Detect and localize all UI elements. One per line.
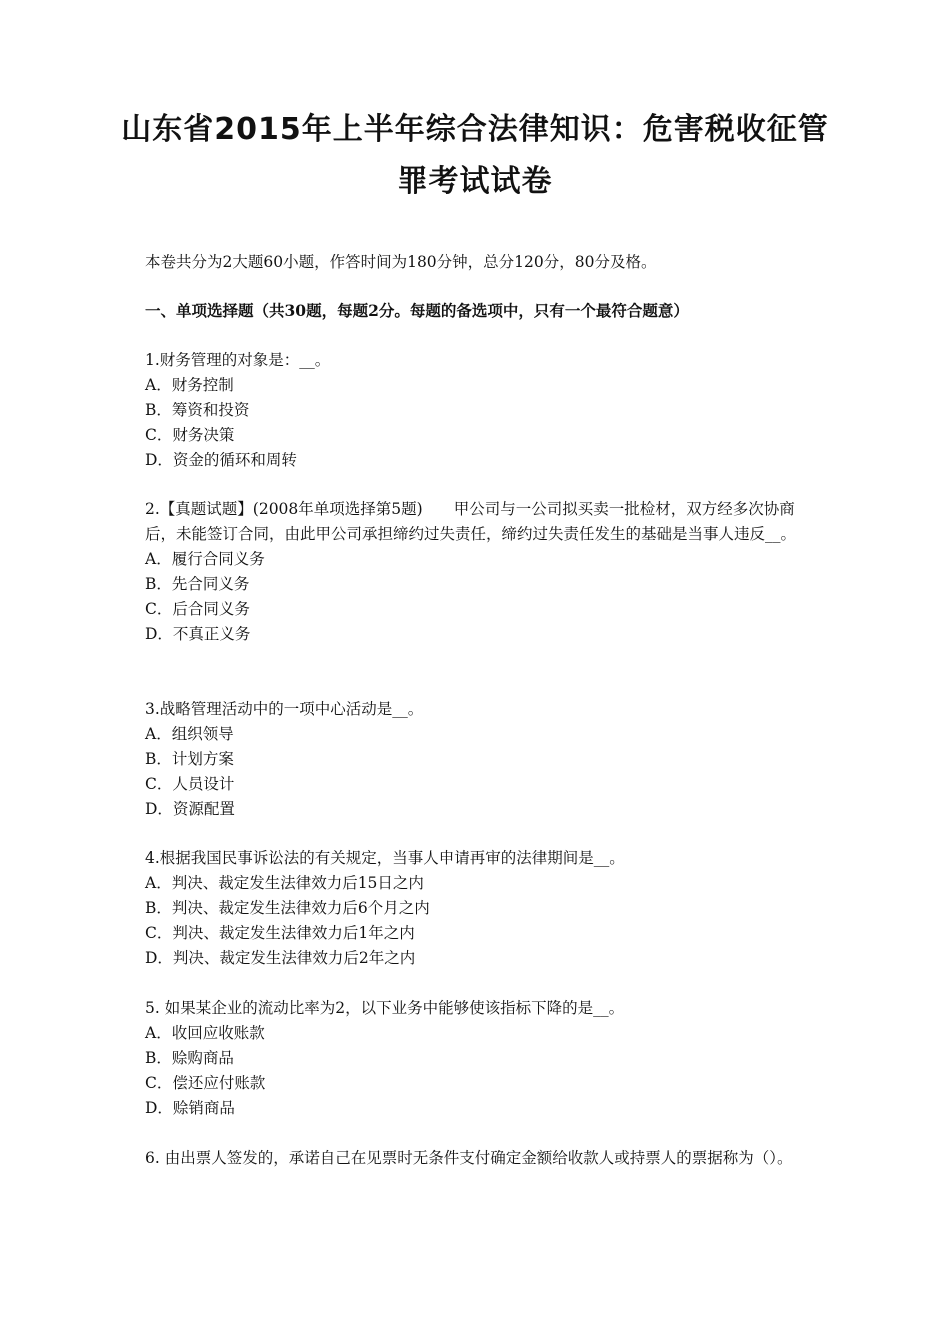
question-stem: 3.战略管理活动中的一项中心活动是__。 [145, 700, 424, 718]
option-d: D．赊销商品 [145, 1099, 235, 1117]
title-line-2: 罪考试试卷 [397, 164, 553, 199]
section-heading: 一、单项选择题（共30题，每题2分。每题的备选项中，只有一个最符合题意） [145, 301, 689, 320]
option-b: B．筹资和投资 [145, 401, 250, 419]
option-a: A．组织领导 [145, 725, 234, 743]
option-b: B．计划方案 [145, 750, 234, 768]
exam-intro: 本卷共分为2大题60小题，作答时间为180分钟，总分120分，80分及格。 [145, 253, 657, 271]
question-stem: 4.根据我国民事诉讼法的有关规定，当事人申请再审的法律期间是__。 [145, 849, 625, 867]
question-5 [145, 996, 813, 1121]
question-2 [145, 497, 813, 647]
option-d: D．判决、裁定发生法律效力后2年之内 [145, 949, 416, 967]
option-a: A．判决、裁定发生法律效力后15日之内 [145, 874, 424, 892]
option-c: C．财务决策 [145, 426, 235, 444]
option-a: A．收回应收账款 [145, 1024, 265, 1042]
question-stem: 1.财务管理的对象是：__。 [145, 351, 331, 369]
option-c: C．偿还应付账款 [145, 1074, 266, 1092]
option-c: C．判决、裁定发生法律效力后1年之内 [145, 924, 415, 942]
option-a: A．财务控制 [145, 376, 234, 394]
option-b: B．判决、裁定发生法律效力后6个月之内 [145, 899, 430, 917]
question-4 [145, 846, 813, 971]
option-c: C．人员设计 [145, 775, 235, 793]
question-stem: 2.【真题试题】(2008年单项选择第5题) 甲公司与一公司拟买卖一批检材，双方经多次协商后，未能签订合同，由此甲公司承担缔约过失责任，缔约过失责任发生的基础是当事人违反__。 [145, 500, 797, 543]
question-3 [145, 697, 813, 822]
question-1 [145, 348, 813, 473]
question-stem: 5. 如果某企业的流动比率为2，以下业务中能够使该指标下降的是__。 [145, 999, 625, 1017]
option-c: C．后合同义务 [145, 600, 250, 618]
page-title [120, 104, 830, 208]
question-6 [145, 1146, 813, 1171]
option-a: A．履行合同义务 [145, 550, 265, 568]
option-d: D．不真正义务 [145, 625, 251, 643]
title-line-1: 山东省2015年上半年综合法律知识：危害税收征管 [121, 112, 829, 147]
option-b: B．赊购商品 [145, 1049, 234, 1067]
question-stem: 6. 由出票人签发的，承诺自己在见票时无条件支付确定金额给收款人或持票人的票据称为（）。 [145, 1149, 793, 1167]
option-d: D．资金的循环和周转 [145, 451, 297, 469]
option-d: D．资源配置 [145, 800, 235, 818]
option-b: B．先合同义务 [145, 575, 250, 593]
